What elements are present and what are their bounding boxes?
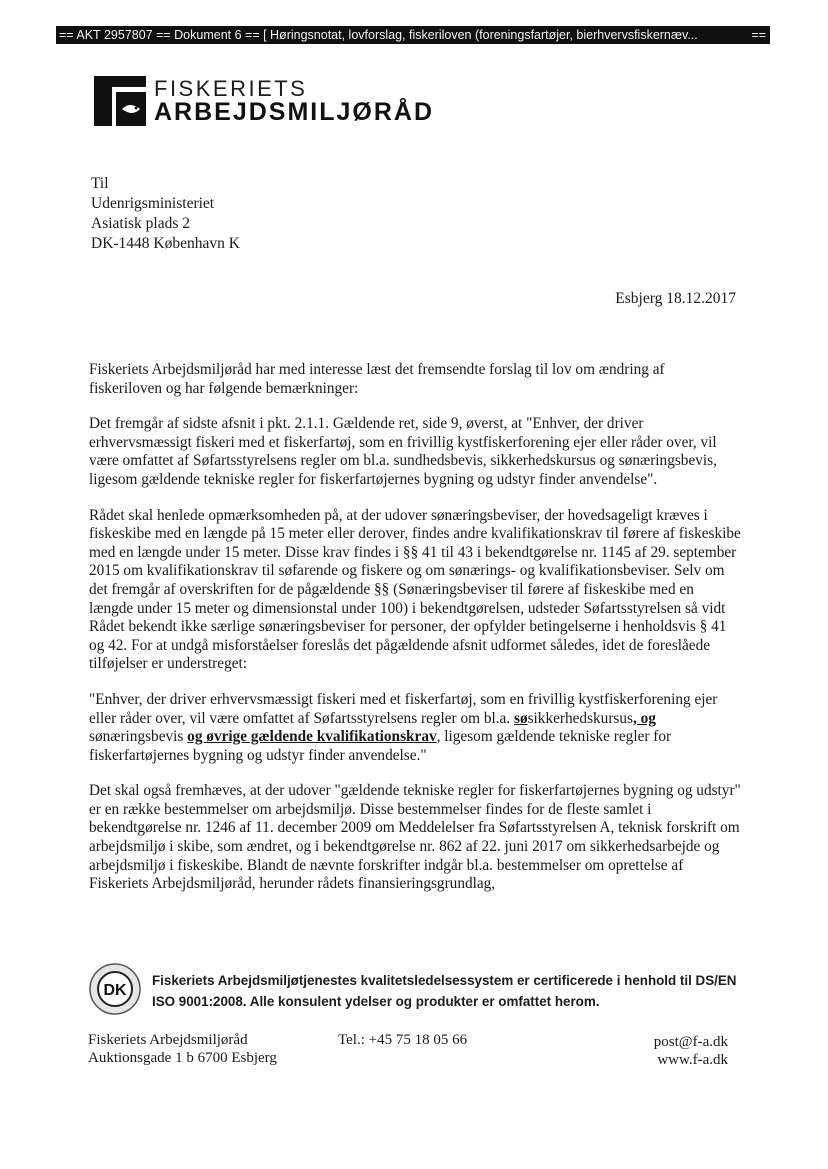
paragraph-qualification: Rådet skal henlede opmærksomheden på, at der udover sønæringsbeviser, der hovedsageligt kræves i fiskeskibe med en længde på 15 meter eller derover, findes andre kvalifikationskrav til førere af fiskeskibe med en længde under 15 meter. Disse krav findes i §§ 41 til 43 i bekendtgørelse nr. 1145 af 29. september 2015 om kvalifikationskrav til søfarende og fiskere og om sønærings- og kvalifikationsbeviser. Selv om det fremgår af overskriften for de pågældende §§ (Sønæringsbeviser til førere af fiskeskibe med en længde under 15 meter og dimensionstal under 100) i bekendtgørelsen, udsteder Søfartsstyrelsen så vidt Rådet bekendt ikke særlige sønæringsbeviser for personer, der opfylder betingelserne i henholdsvis § 41 og 42. For at undgå misforståelser foreslås det pågældende afsnit udformet således, idet de foreslåede tilføjelser er understreget: (89, 506, 741, 673)
document-header-bar (56, 26, 770, 44)
logo-line-2: ARBEJDSMILJØRÅD (154, 98, 435, 126)
footer-website: www.f-a.dk (657, 1052, 728, 1068)
paragraph-quote-current: Det fremgår af sidste afsnit i pkt. 2.1.1. Gældende ret, side 9, øverst, at "Enhver, der driver erhvervsmæssigt fiskeri med et fiskerfartøj, som en frivillig kystfiskerforening ejer eller råder over, vil være omfattet af Søfartsstyrelsens regler om bl.a. sundhedsbevis, sikkerhedskursus og sønæringsbevis, ligesom gældende tekniske regler for fiskerfartøjernes bygning og udstyr finder anvendelse". (89, 415, 717, 488)
proposal-text: sikkerhedskursus (527, 709, 633, 727)
proposal-underline: , og (632, 709, 656, 727)
recipient-address (91, 174, 240, 254)
logo-line-1: FISKERIETS (154, 76, 308, 101)
certification-seal-icon (88, 962, 142, 1016)
proposal-text: "Enhver, der driver erhvervsmæssigt fiskeri med et fiskerfartøj, som en frivillig kystfiskerforening ejer eller råder over, vil være omfattet af Søfartsstyrelsens regler om bl.a. (89, 690, 718, 727)
header-bar-text: == AKT 2957807 == Dokument 6 == [ Høringsnotat, lovforslag, fiskeriloven (foreningsfartøjer, bierhvervsfiskernæv... (59, 28, 698, 42)
recipient-line: Asiatisk plads 2 (91, 215, 191, 232)
footer-organization (88, 1031, 277, 1067)
footer-email: post@f-a.dk (653, 1034, 728, 1050)
organization-logo (94, 68, 514, 128)
recipient-line: Til (91, 175, 109, 192)
footer-address: Auktionsgade 1 b 6700 Esbjerg (88, 1050, 277, 1066)
footer-contact (654, 1033, 728, 1069)
proposal-underline: sø (514, 709, 528, 727)
recipient-line: DK-1448 København K (91, 235, 240, 252)
paragraph-intro: Fiskeriets Arbejdsmiljøråd har med interesse læst det fremsendte forslag til lov om ændring af fiskeriloven og har følgende bemærkninger: (89, 361, 665, 397)
footer-phone: Tel.: +45 75 18 05 66 (338, 1032, 468, 1048)
certification-text: Fiskeriets Arbejdsmiljøtjenestes kvalitetsledelsessystem er certificerede i henhold til DS/EN ISO 9001:2008. Alle konsulent ydelser og produkter er omfattet herom. (152, 973, 737, 1009)
header-bar-end: == (751, 28, 766, 42)
recipient-line: Udenrigsministeriet (91, 195, 215, 212)
proposal-underline: og øvrige gældende kvalifikationskrav (187, 728, 437, 746)
proposal-text: , ligesom gældende tekniske regler for fiskerfartøjernes bygning og udstyr finder anvendelse." (89, 728, 672, 764)
letter-body (89, 361, 741, 911)
proposal-text: sønæringsbevis (89, 728, 188, 746)
paragraph-work-environment: Det skal også fremhæves, at der udover "gældende tekniske regler for fiskerfartøjernes bygning og udstyr" er en række bestemmelser om arbejdsmiljø. Disse bestemmelser findes for de fleste samlet i bekendtgørelse nr. 1246 af 11. december 2009 om Meddelelser fra Søfartsstyrelsen A, teknisk forskrift om arbejdsmiljø i skibe, som ændret, og i bekendtgørelse nr. 862 af 22. juni 2017 om sikkerhedsarbejde og arbejdsmiljø i fiskeskibe. Blandt de nævnte forskrifter indgår bl.a. bestemmelser om oprettelse af Fiskeriets Arbejdsmiljøråd, herunder rådets finansieringsgrundlag, (89, 782, 741, 893)
letter-date: Esbjerg 18.12.2017 (615, 290, 736, 307)
footer-org-name: Fiskeriets Arbejdsmiljøråd (88, 1032, 248, 1048)
certification-notice (88, 962, 748, 1018)
seal-text: DK (103, 982, 127, 999)
paragraph-proposed-wording (89, 691, 741, 765)
logo-mark-icon (94, 70, 146, 126)
